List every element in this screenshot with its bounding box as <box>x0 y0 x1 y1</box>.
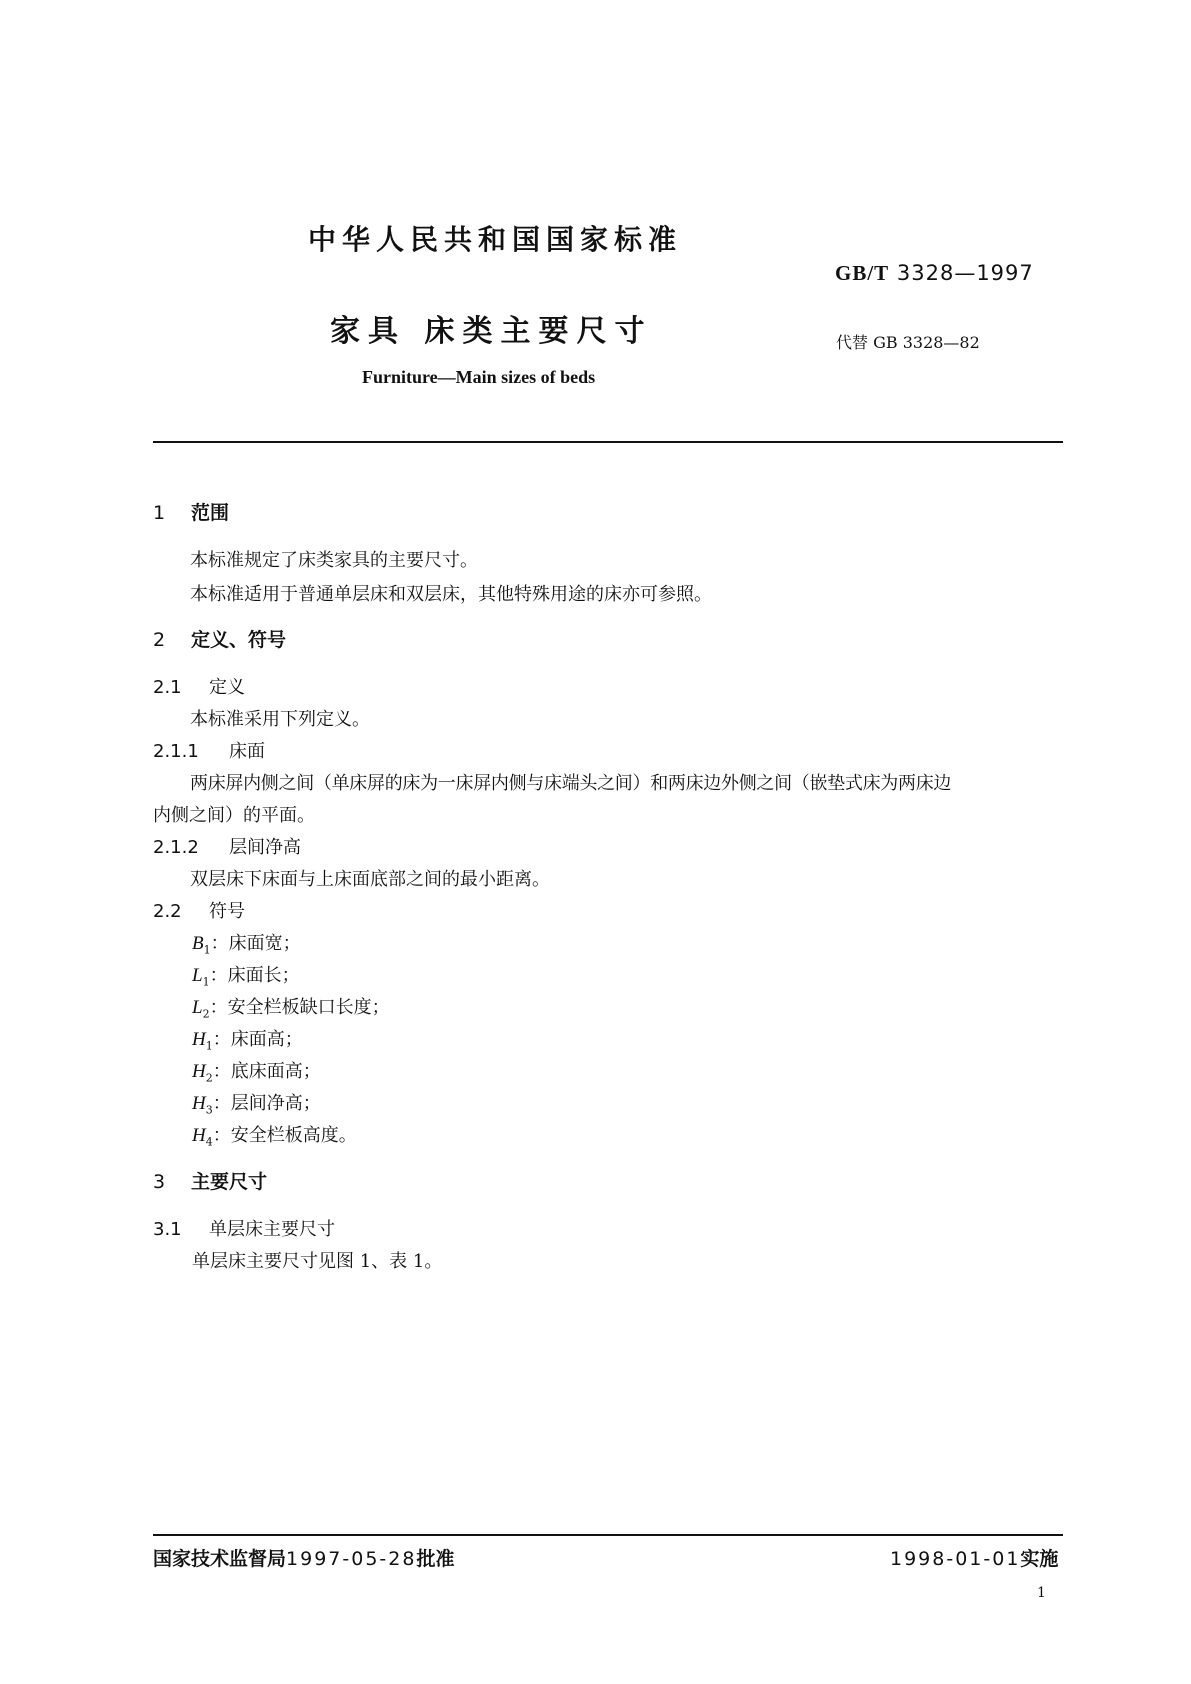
paragraph: 本标准采用下列定义。 <box>190 709 370 730</box>
issue-date: 1997-05-28 <box>286 1548 417 1570</box>
symbol-subscript: 2 <box>205 1071 213 1085</box>
symbol-subscript: 2 <box>202 1007 210 1021</box>
section-title: 床面 <box>229 741 265 762</box>
symbol-letter: L <box>192 965 203 986</box>
symbol-item <box>192 993 390 1021</box>
issue-info <box>153 1544 454 1571</box>
symbol-description: ：安全栏板高度。 <box>212 1125 357 1146</box>
issue-label: 批准 <box>416 1548 455 1570</box>
section-title: 定义、符号 <box>191 629 287 651</box>
national-standard-heading: 中华人民共和国国家标准 <box>308 223 683 256</box>
symbol-letter: H <box>192 1093 206 1114</box>
document-title: 家具 床类主要尺寸 <box>330 314 653 349</box>
symbol-letter: B <box>192 933 204 954</box>
standard-code: 3328—1997 <box>896 261 1034 285</box>
section-number: 2.1 <box>153 677 182 698</box>
paragraph: 内侧之间）的平面。 <box>153 805 315 826</box>
symbol-description: ：安全栏板缺口长度； <box>209 997 390 1018</box>
paragraph: 两床屏内侧之间（单床屏的床为一床屏内侧与床端头之间）和两床边外侧之间（嵌垫式床为两床边 <box>190 773 952 794</box>
page-number: 1 <box>1037 1585 1046 1601</box>
section-title: 符号 <box>209 901 245 922</box>
subsection-2-2-heading <box>153 897 245 923</box>
section-number: 2.1.1 <box>153 741 199 762</box>
symbol-item <box>192 1025 303 1053</box>
standard-prefix: GB/T <box>835 261 890 285</box>
subsection-2-1-1-heading <box>153 737 265 763</box>
section-number: 2 <box>153 629 166 651</box>
symbol-letter: L <box>192 997 203 1018</box>
section-title: 主要尺寸 <box>191 1171 268 1193</box>
symbol-item <box>192 1057 321 1085</box>
symbol-description: ：层间净高； <box>212 1093 321 1114</box>
symbol-subscript: 1 <box>202 975 210 989</box>
section-3-heading <box>153 1167 267 1194</box>
header-divider <box>153 441 1063 443</box>
section-number: 2.2 <box>153 901 182 922</box>
paragraph: 双层床下床面与上床面底部之间的最小距离。 <box>190 869 550 890</box>
effective-date: 1998-01-01 <box>890 1548 1021 1570</box>
standard-number <box>835 261 1034 286</box>
replaces-note: 代替 GB 3328—82 <box>836 333 980 352</box>
symbol-subscript: 1 <box>203 943 211 957</box>
symbol-subscript: 4 <box>205 1135 213 1149</box>
symbol-letter: H <box>192 1125 206 1146</box>
effective-info <box>890 1544 1058 1571</box>
paragraph: 本标准适用于普通单层床和双层床，其他特殊用途的床亦可参照。 <box>190 584 712 605</box>
subsection-3-1-heading <box>153 1215 335 1241</box>
section-number: 2.1.2 <box>153 837 199 858</box>
symbol-item <box>192 961 300 989</box>
symbol-subscript: 3 <box>205 1103 213 1117</box>
paragraph: 本标准规定了床类家具的主要尺寸。 <box>190 550 478 571</box>
footer-divider <box>153 1534 1063 1536</box>
section-title: 单层床主要尺寸 <box>209 1219 335 1240</box>
section-title: 定义 <box>209 677 245 698</box>
symbol-subscript: 1 <box>205 1039 213 1053</box>
subsection-2-1-heading <box>153 673 245 699</box>
symbol-item <box>192 929 301 957</box>
section-title: 范围 <box>191 502 230 524</box>
symbol-description: ：底床面高； <box>212 1061 321 1082</box>
symbol-letter: H <box>192 1029 206 1050</box>
section-1-heading <box>153 498 229 525</box>
paragraph: 单层床主要尺寸见图 1、表 1。 <box>192 1251 443 1272</box>
section-2-heading <box>153 625 286 652</box>
symbol-item <box>192 1121 357 1149</box>
section-number: 1 <box>153 502 166 524</box>
symbol-description: ：床面宽； <box>210 933 301 954</box>
symbol-letter: H <box>192 1061 206 1082</box>
section-number: 3 <box>153 1171 166 1193</box>
issuer: 国家技术监督局 <box>153 1548 287 1570</box>
section-number: 3.1 <box>153 1219 182 1240</box>
symbol-item <box>192 1089 321 1117</box>
symbol-description: ：床面高； <box>212 1029 303 1050</box>
subsection-2-1-2-heading <box>153 833 301 859</box>
symbol-description: ：床面长； <box>209 965 300 986</box>
effective-label: 实施 <box>1020 1548 1059 1570</box>
english-title: Furniture—Main sizes of beds <box>362 367 596 387</box>
section-title: 层间净高 <box>229 837 301 858</box>
